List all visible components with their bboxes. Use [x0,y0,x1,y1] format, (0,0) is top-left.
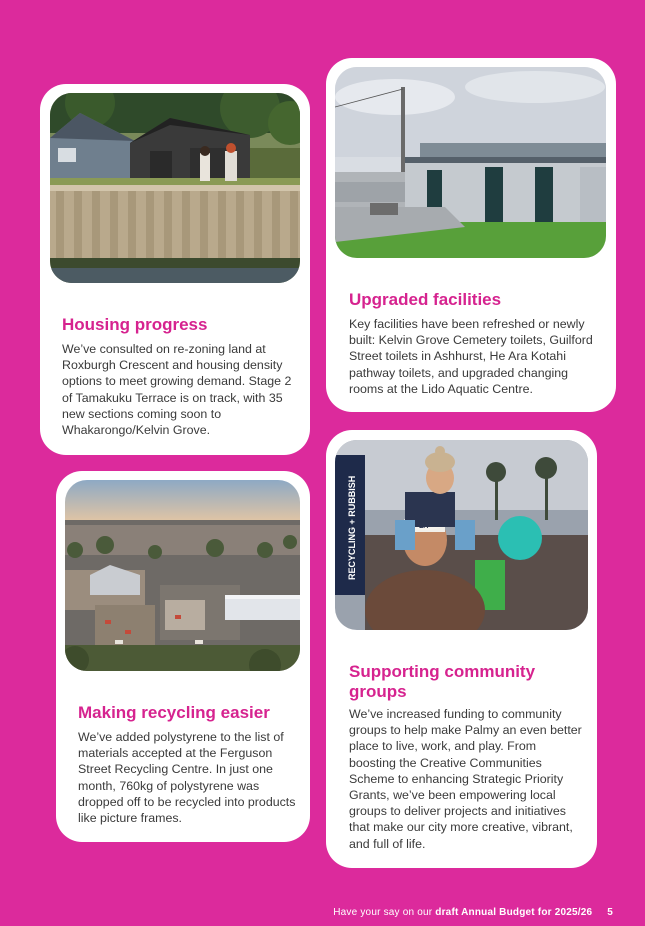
housing-photo [50,93,300,283]
community-title: Supporting community groups [349,662,536,701]
recycling-body: We’ve added polystyrene to the list of materials accepted at the Ferguson Street Recycling Centre. In just one month, 760kg of polystyrene was dropped off to be recycled into products like picture frames. [78,730,296,826]
community-photo [335,440,588,630]
footer-emphasis: draft Annual Budget for 2025/26 [435,907,593,918]
housing-body: We’ve consulted on re-zoning land at Roxburgh Crescent and housing density options to meet growing demand. Stage 2 of Tamakuku Terrace is on track, with 35 new sections coming soon to Whakarongo/Kelvin Grove. [62,342,292,438]
recycling-title: Making recycling easier [78,703,270,722]
community-body: We’ve increased funding to community groups to help make Palmy an even better place to live, work, and play. From boosting the Creative Communities Scheme to enhancing Strategic Priority Grants, we’ve been empowering local groups to deliver projects and initiatives that make our city more creative, vibrant, and full of life. [349,707,582,851]
footer-prefix: Have your say on our [333,907,433,918]
page-number: 5 [607,907,613,918]
recycling-photo [65,480,300,671]
facilities-body: Key facilities have been refreshed or newly built: Kelvin Grove Cemetery toilets, Guilford Street toilets in Ashhurst, He Ara Kotahi pathway toilets, and upgraded changing rooms at the Lido Aquatic Centre. [349,317,593,396]
facilities-title: Upgraded facilities [349,290,502,309]
facilities-photo [335,67,606,258]
page-footer [333,907,613,918]
banner-text: RECYCLING + RUBBISH [347,475,357,580]
housing-title: Housing progress [62,315,208,334]
